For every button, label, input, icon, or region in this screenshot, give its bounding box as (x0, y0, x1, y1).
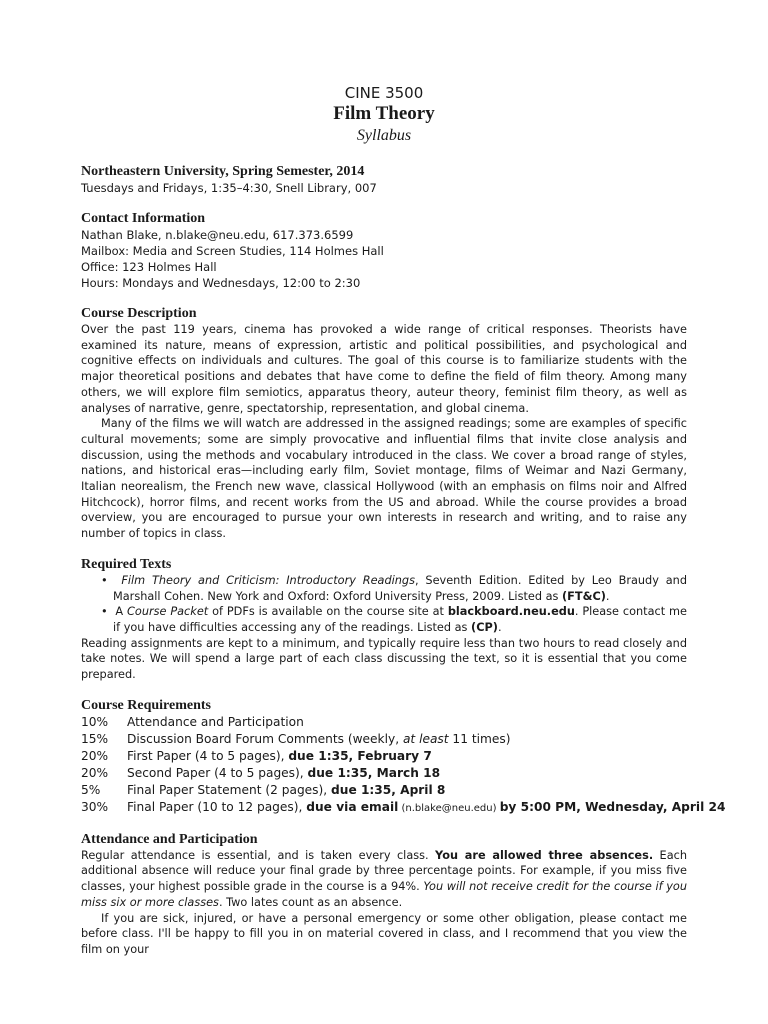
requirement-row: 20% First Paper (4 to 5 pages), due 1:35, February 7 (81, 748, 432, 763)
attendance-paragraph: If you are sick, injured, or have a personal emergency or some other obligation, please contact me before class. I'll be happy to fill you in on material covered in class, and I recommend that you view the film on your (81, 911, 687, 956)
attendance-heading: Attendance and Participation (81, 831, 258, 847)
description-paragraph: Over the past 119 years, cinema has provoked a wide range of critical responses. Theorists have examined its nature, means of expression, artistic and political possibilities, and psychological and cognitive effects on individuals and cultures. The goal of this course is to familiarize students with the major theoretical positions and debates that have come to define the field of film theory. Among many others, we will explore film semiotics, apparatus theory, auteur theory, feminist film theory, as well as analyses of narrative, genre, spectatorship, representation, and global cinema. (81, 323, 687, 415)
document-header (0, 84, 768, 145)
contact-heading: Contact Information (81, 211, 206, 226)
attendance-paragraph: Regular attendance is essential, and is taken every class. You are allowed three absences. Each additional absence will reduce your final grade by three percentage points. For example, if you miss five classes, your highest possible grade in the course is a 94%. You will not receive credit for the course if you miss six or more classes. Two lates count as an absence. (81, 848, 687, 909)
course-subtitle: Syllabus (356, 127, 412, 144)
list-item: • A Course Packet of PDFs is available on the course site at blackboard.neu.edu. Please contact me if you have difficulties accessing any of the readings. Listed as (CP). (101, 605, 687, 634)
contact-line: Hours: Mondays and Wednesdays, 12:00 to 2:30 (81, 276, 361, 290)
course-title: Film Theory (333, 103, 435, 124)
contact-line: Office: 123 Holmes Hall (81, 260, 217, 274)
requirement-row: 10% Attendance and Participation (81, 714, 304, 729)
requirement-row: 15% Discussion Board Forum Comments (weekly, at least 11 times) (81, 731, 511, 746)
schedule-line: Tuesdays and Fridays, 1:35–4:30, Snell Library, 007 (81, 181, 377, 195)
document-body (81, 163, 726, 958)
texts-heading: Required Texts (81, 556, 172, 572)
institution-heading: Northeastern University, Spring Semester, 2014 (81, 164, 365, 179)
contact-line: Mailbox: Media and Screen Studies, 114 Holmes Hall (81, 244, 384, 258)
requirements-heading: Course Requirements (81, 697, 212, 713)
course-site-link[interactable]: blackboard.neu.edu (447, 605, 575, 619)
list-item: • Film Theory and Criticism: Introductory Readings, Seventh Edition. Edited by Leo Braudy and Marshall Cohen. New York and Oxford: Oxford University Press, 2009. Listed as (FT&C). (101, 573, 687, 603)
requirement-row: 20% Second Paper (4 to 5 pages), due 1:35, March 18 (81, 765, 441, 780)
reading-note: Reading assignments are kept to a minimum, and typically require less than two hours to read closely and take notes. We will spend a large part of each class discussing the text, so it is essential that you come prepared. (81, 636, 687, 682)
description-paragraph: Many of the films we will watch are addressed in the assigned readings; some are examples of specific cultural movements; some are simply provocative and influential films that invite close analysis and discussion, using the methods and vocabulary introduced in the class. We cover a broad range of styles, nations, and historical eras—including early film, Soviet montage, films of Weimar and Nazi Germany, Italian neorealism, the French new wave, classical Hollywood (with an emphasis on films noir and Alfred Hitchcock), horror films, and recent works from the US and abroad. While the course provides a broad overview, you are encouraged to pursue your own interests in research and writing, and to raise any number of topics in class. (81, 417, 687, 541)
course-code: CINE 3500 (344, 84, 424, 102)
email-link[interactable]: (n.blake@neu.edu) (398, 802, 500, 814)
requirement-row: 5% Final Paper Statement (2 pages), due 1:35, April 8 (81, 782, 446, 797)
description-heading: Course Description (81, 306, 197, 321)
contact-line: Nathan Blake, n.blake@neu.edu, 617.373.6599 (81, 228, 354, 242)
book-title: Film Theory and Criticism: Introductory Readings (121, 573, 415, 587)
requirement-row: 30% Final Paper (10 to 12 pages), due via email (n.blake@neu.edu) by 5:00 PM, Wednesday, April 24 (81, 799, 726, 814)
